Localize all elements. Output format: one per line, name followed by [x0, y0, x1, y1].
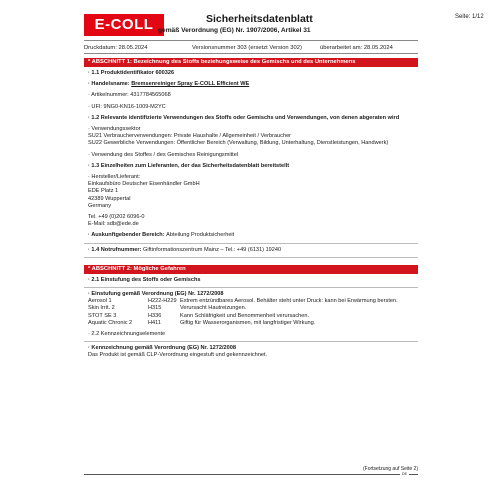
- info-label: · Auskunftgebender Bereich:: [88, 232, 167, 239]
- hazard-class: Aerosol 1: [88, 298, 112, 305]
- uses-heading: · 1.2 Relevante identifizierte Verwendungen des Stoffs oder Gemischs und Verwendungen, von denen abgeraten wird: [88, 114, 400, 121]
- address-line: 42389 Wuppertal: [88, 195, 131, 202]
- header-divider-top: [84, 40, 418, 41]
- trade-name-line: [84, 81, 418, 88]
- hazard-code: H411: [148, 319, 161, 326]
- table-row: [88, 298, 408, 305]
- divider: [84, 287, 418, 288]
- footer-language-code: DE: [402, 472, 407, 476]
- sector-label: · Verwendungssektor: [88, 126, 141, 133]
- ufi-code: · UFI: 9NG0-KN16-1009-M2YC: [88, 103, 166, 110]
- document-subtitle: gemäß Verordnung (EG) Nr. 1907/2006, Artikel 31: [158, 27, 311, 34]
- address-line: Germany: [88, 202, 112, 209]
- divider: [84, 243, 418, 244]
- labelling-text: Das Produkt ist gemäß CLP-Verordnung eingestuft und gekennzeichnet.: [88, 352, 268, 359]
- labelling-label: · Kennzeichnung gemäß Verordnung (EG) Nr. 1272/2008: [88, 345, 236, 352]
- emergency-line: [84, 247, 418, 254]
- label-elements-heading: · 2.2 Kennzeichnungselemente: [88, 331, 166, 338]
- page-number: Seite: 1/12: [455, 14, 484, 20]
- sector-line-su22: SU22 Gewerbliche Verwendungen: Öffentlicher Bereich (Verwaltung, Bildung, Unterhaltung, Dienstleistungen, Handwerk): [88, 140, 389, 147]
- hazard-class: Aquatic Chronic 2: [88, 319, 133, 326]
- sector-line-su21: SU21 Verbraucherverwendungen: Private Haushalte / Allgemeinheit / Verbraucher: [88, 133, 292, 140]
- section-2-heading: * ABSCHNITT 2: Mögliche Gefahren: [84, 265, 418, 274]
- document-body: [84, 58, 418, 360]
- article-number: · Artikelnummer: 4317784565068: [88, 92, 171, 99]
- ecoll-logo: E-COLL: [84, 14, 164, 36]
- hazard-statement: Kann Schläfrigkeit und Benommenheit verursachen.: [180, 312, 310, 319]
- divider: [84, 257, 418, 258]
- table-row: [88, 313, 408, 320]
- hazard-statement: Verursacht Hautreizungen.: [180, 305, 247, 312]
- header-divider-bottom: [84, 53, 418, 54]
- phone-number: Tel. +49 (0)202 6096-0: [88, 214, 145, 221]
- table-row: [88, 320, 408, 327]
- footer-divider: [84, 474, 418, 475]
- hazard-statement: Giftig für Wasserorganismen, mit langfristiger Wirkung.: [180, 319, 316, 326]
- table-row: [88, 305, 408, 312]
- hazard-code: H222-H229: [148, 298, 177, 305]
- use-line: [84, 152, 418, 159]
- address-line: Einkaufsbüro Deutscher Eisenhändler GmbH: [88, 181, 200, 188]
- continued-note: (Fortsetzung auf Seite 2): [362, 466, 418, 472]
- classification-heading: · 2.1 Einstufung des Stoffs oder Gemischs: [88, 276, 201, 283]
- document-title: Sicherheitsdatenblatt: [206, 13, 313, 25]
- use-value: Reinigungsmittel: [196, 151, 239, 158]
- hazard-statement: Extrem entzündbares Aerosol. Behälter steht unter Druck: kann bei Erwärmung bersten.: [180, 298, 398, 305]
- trade-name-label: · Handelsname:: [88, 81, 132, 88]
- info-value: Abteilung Produktsicherheit: [166, 232, 235, 239]
- emergency-label: · 1.4 Notrufnummer:: [88, 246, 144, 253]
- print-date: Druckdatum: 28.05.2024: [84, 45, 148, 51]
- address-line: EDE Platz 1: [88, 188, 119, 195]
- email-address: E-Mail: sdb@ede.de: [88, 221, 139, 228]
- hazard-class: Skin Irrit. 2: [88, 305, 115, 312]
- hazard-class: STOT SE 3: [88, 312, 117, 319]
- use-label: · Verwendung des Stoffes / des Gemisches: [88, 151, 197, 158]
- hazard-code: H336: [148, 312, 162, 319]
- product-identifier: · 1.1 Produktidentifikator 600326: [88, 70, 175, 76]
- emergency-value: Giftinformationszentrum Mainz – Tel.: +49 (6131) 19240: [143, 246, 282, 253]
- clp-classification-label: · Einstufung gemäß Verordnung (EG) Nr. 1272/2008: [88, 291, 224, 298]
- revision-date: überarbeitet am: 28.05.2024: [320, 45, 393, 51]
- divider: [84, 341, 418, 342]
- trade-name: Bremsenreiniger Spray E-COLL Efficient WE: [131, 81, 250, 88]
- version-number: Versionsnummer 303 (ersetzt Version 302): [192, 45, 302, 51]
- section-1-heading: * ABSCHNITT 1: Bezeichnung des Stoffs beziehungsweise des Gemischs und des Unternehmens: [84, 58, 418, 67]
- hazard-code: H315: [148, 305, 162, 312]
- hazard-table: [88, 298, 408, 327]
- info-line: [84, 232, 418, 239]
- supplier-heading: · 1.3 Einzelheiten zum Lieferanten, der das Sicherheitsdatenblatt bereitstellt: [88, 162, 290, 169]
- manufacturer-label: · Hersteller/Lieferant:: [88, 174, 141, 181]
